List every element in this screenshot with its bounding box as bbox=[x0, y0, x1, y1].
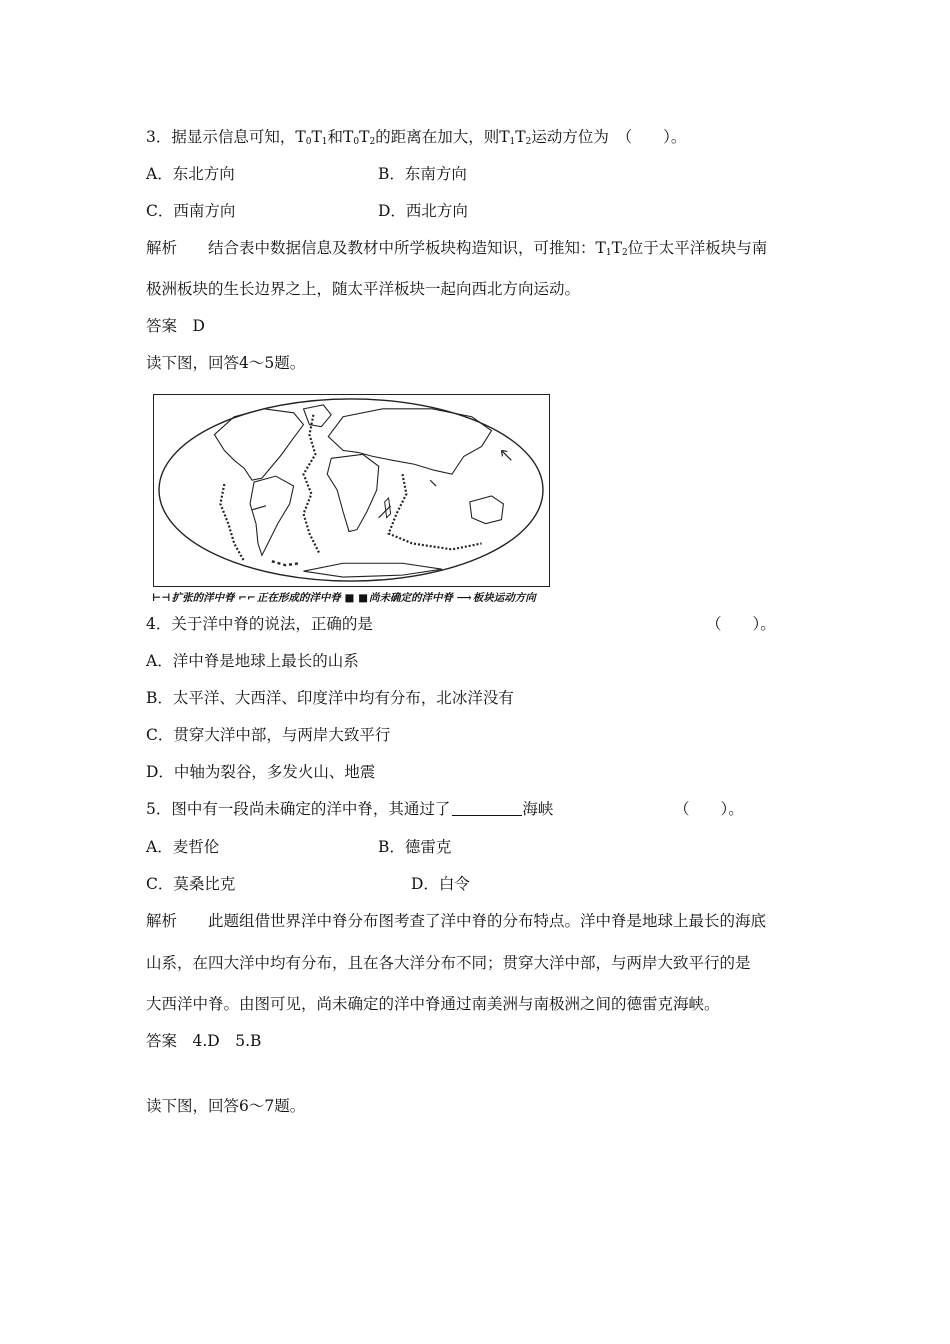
africa-shape bbox=[327, 454, 378, 531]
legend-item-undetermined: 尚未确定的洋中脊 bbox=[369, 592, 453, 604]
madagascar-shape bbox=[385, 498, 391, 518]
australia-shape bbox=[470, 496, 504, 524]
mid-ocean-ridge-map bbox=[153, 394, 550, 587]
forming-ridge-symbol: ⌐⌐ bbox=[238, 591, 256, 604]
q4-option-b: B．太平洋、大西洋、印度洋中均有分布，北冰洋没有 bbox=[146, 689, 514, 707]
q4-paren: （ ）。 bbox=[706, 615, 776, 633]
eurasia-shape bbox=[328, 409, 491, 474]
q3-analysis-line2: 极洲板块的生长边界之上，随太平洋板块一起向西北方向运动。 bbox=[146, 280, 581, 298]
q3-option-a: A．东北方向 bbox=[146, 165, 235, 183]
q5-option-b: B．德雷克 bbox=[378, 838, 452, 856]
q4-option-c: C．贯穿大洋中部，与两岸大致平行 bbox=[146, 726, 391, 744]
atlantic-ridge bbox=[304, 415, 320, 554]
map-legend bbox=[152, 590, 572, 610]
intro-q4-5: 读下图，回答4～5题。 bbox=[146, 354, 306, 372]
undetermined-ridge-symbol: ■ ■ bbox=[344, 591, 368, 604]
q3-option-c: C．西南方向 bbox=[146, 202, 236, 220]
q45-answer: 答案 4.D 5.B bbox=[146, 1032, 262, 1050]
q5-stem: 5．图中有一段尚未确定的洋中脊，其通过了 海峡 bbox=[146, 800, 554, 818]
q5-option-c: C．莫桑比克 bbox=[146, 875, 236, 893]
undetermined-ridge bbox=[272, 561, 300, 565]
legend-item-forming: 正在形成的洋中脊 bbox=[256, 592, 341, 604]
q45-analysis-line3: 大西洋中脊。由图可见，尚未确定的洋中脊通过南美洲与南极洲之间的德雷克海峡。 bbox=[146, 995, 720, 1013]
q5-option-d: D．白令 bbox=[411, 875, 470, 893]
q3-answer: 答案 D bbox=[146, 317, 205, 335]
spreading-ridge-symbol: ⊢⊣ bbox=[152, 591, 171, 604]
plate-motion-arrow-pacific bbox=[501, 450, 511, 460]
plate-motion-arrow-india bbox=[430, 480, 436, 486]
plate-motion-arrow-samerica bbox=[252, 506, 266, 510]
legend-item-motion: 板块运动方向 bbox=[472, 592, 536, 604]
legend-item-spreading: 扩张的洋中脊 bbox=[171, 592, 235, 604]
q4-stem: 4．关于洋中脊的说法，正确的是 bbox=[146, 615, 373, 633]
intro-q6-7: 读下图，回答6～7题。 bbox=[146, 1097, 306, 1115]
arrow-icon: ⟶ bbox=[456, 591, 472, 604]
south-america-shape bbox=[250, 476, 294, 555]
q5-paren: （ ）。 bbox=[674, 800, 744, 818]
q3-analysis-line1: 解析 结合表中数据信息及教材中所学板块构造知识，可推知：$T_1T_2$位于太平洋板块与南 bbox=[146, 239, 768, 258]
q5-option-a: A．麦哲伦 bbox=[146, 838, 220, 856]
answer-blank bbox=[452, 801, 522, 816]
q3-stem: 3．据显示信息可知，$T_0T_1$和$T_0T_2$的距离在加大，则$T_1T_2$运动方位为 （ ）。 bbox=[146, 128, 687, 147]
q3-option-d: D．西北方向 bbox=[378, 202, 468, 220]
pacific-ridge bbox=[220, 484, 244, 561]
q45-analysis-line2: 山系，在四大洋中均有分布，且在各大洋分布不同；贯穿大洋中部，与两岸大致平行的是 bbox=[146, 954, 751, 972]
world-map-svg bbox=[154, 395, 549, 586]
q3-option-b: B．东南方向 bbox=[378, 165, 467, 183]
greenland-shape bbox=[304, 405, 332, 427]
q45-analysis-line1: 解析 此题组借世界洋中脊分布图考查了洋中脊的分布特点。洋中脊是地球上最长的海底 bbox=[146, 912, 767, 930]
q4-option-a: A．洋中脊是地球上最长的山系 bbox=[146, 652, 359, 670]
q4-option-d: D．中轴为裂谷，多发火山、地震 bbox=[146, 763, 376, 781]
